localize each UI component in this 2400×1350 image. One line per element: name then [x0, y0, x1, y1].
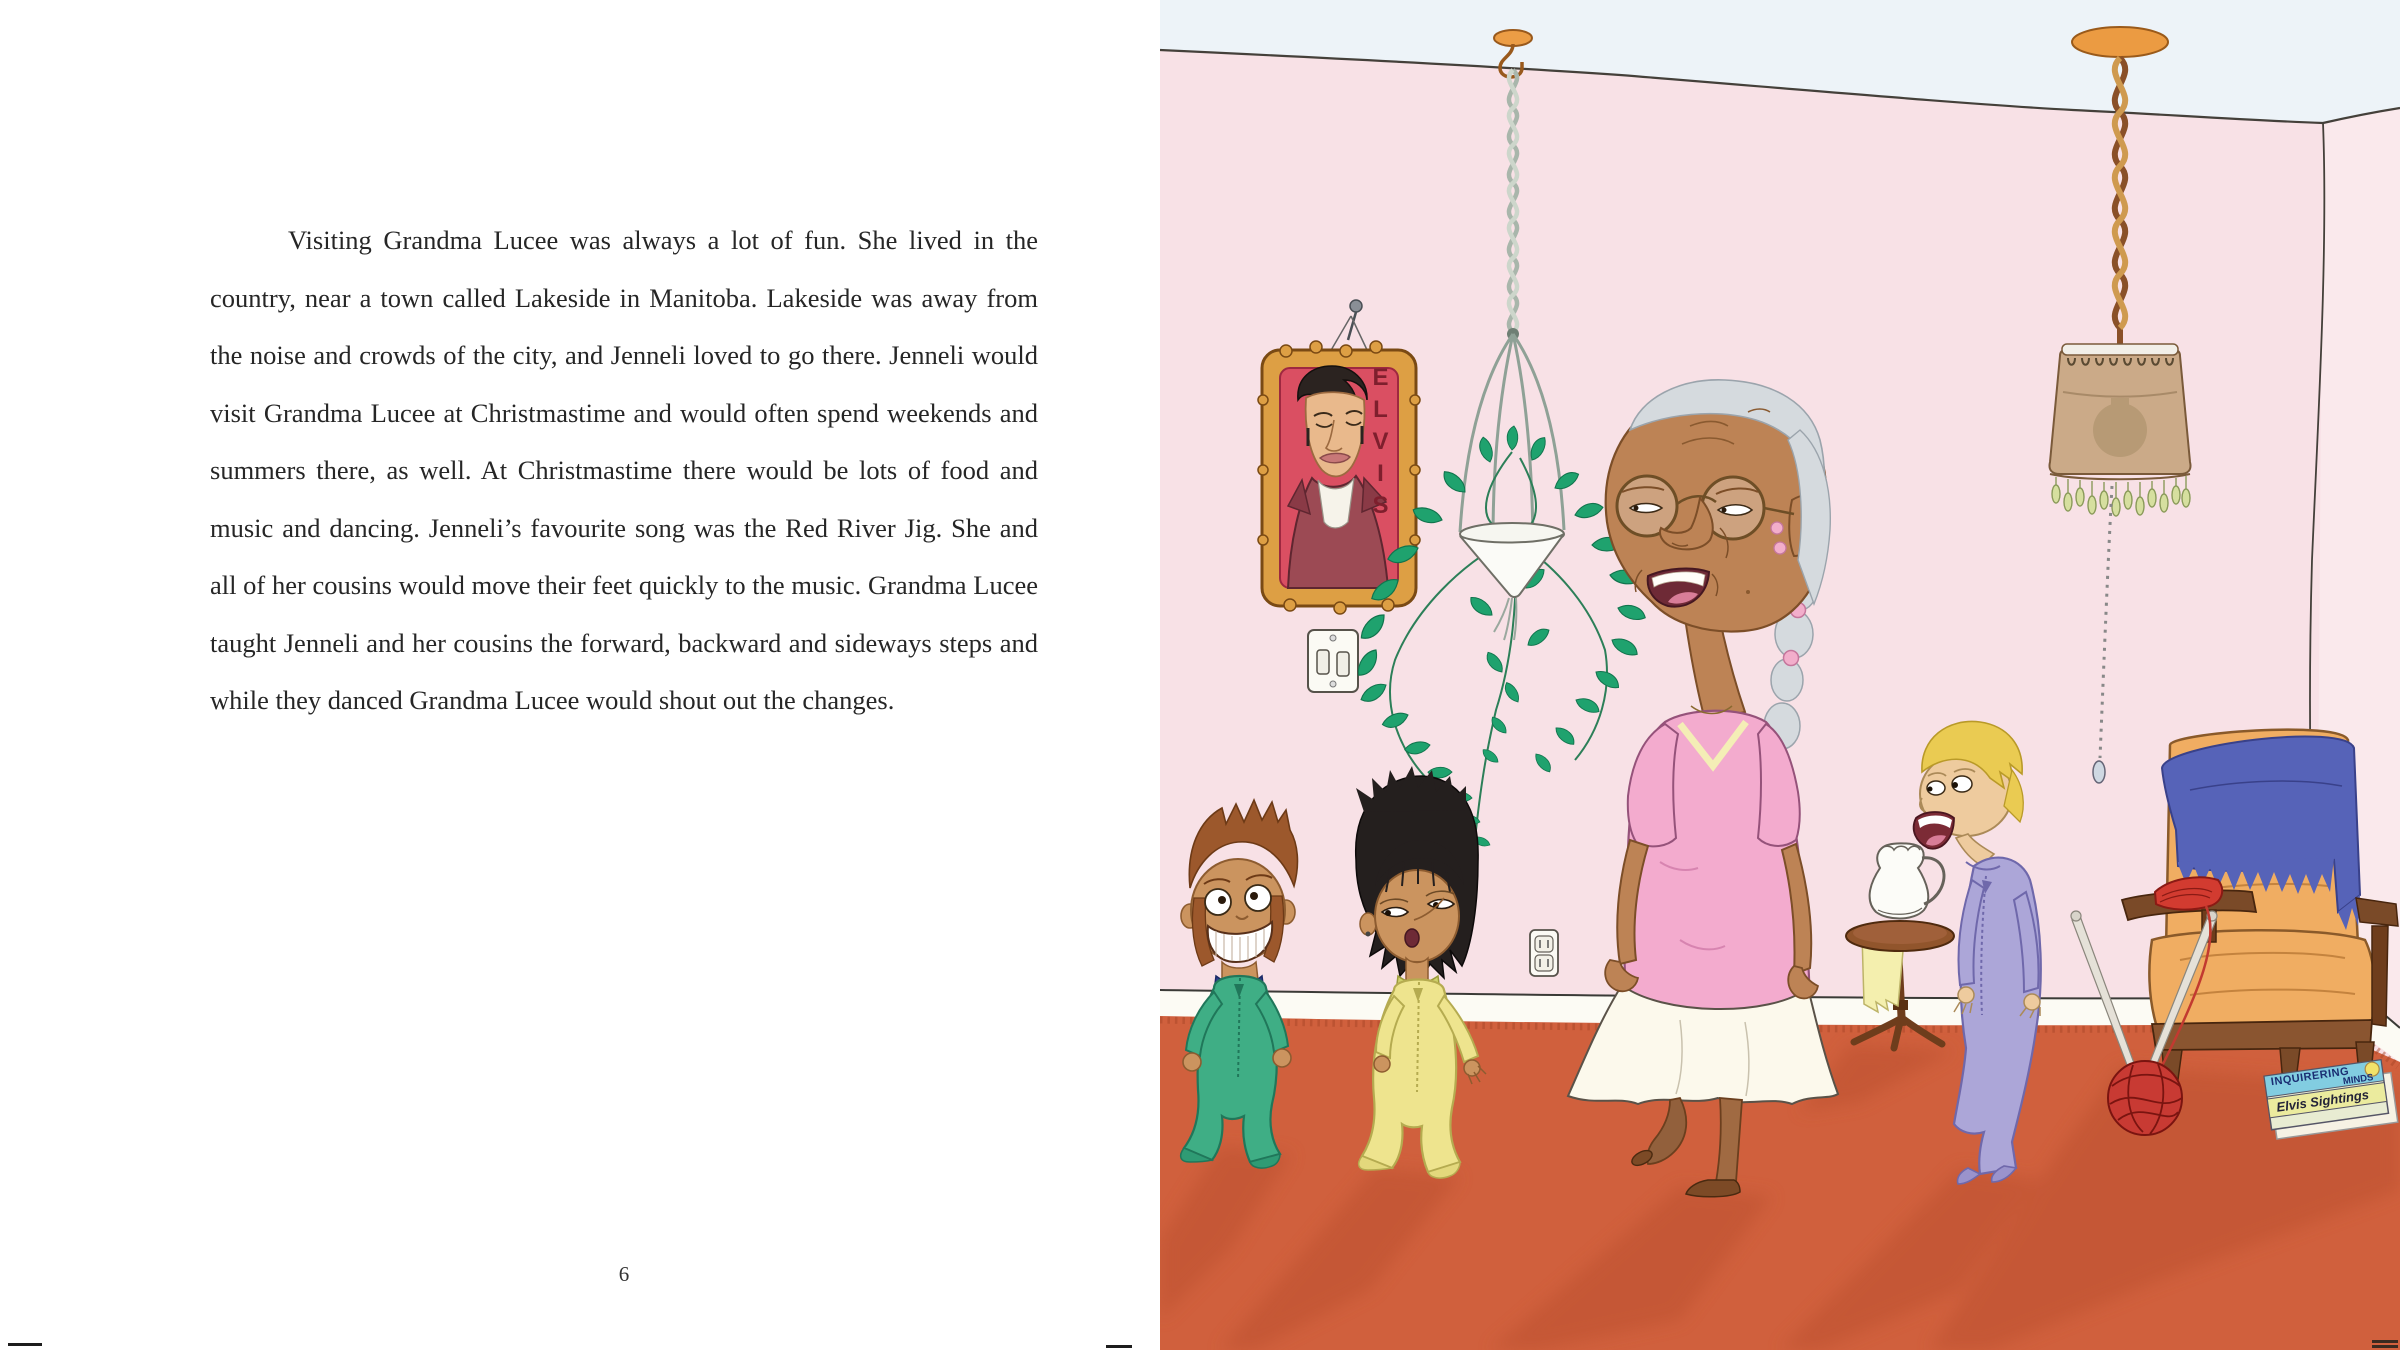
magazine-title-line1: INQUIRERING — [2270, 1065, 2350, 1089]
magazine-title-line2: MINDS — [2342, 1072, 2375, 1088]
page-number: 6 — [618, 1262, 630, 1286]
story-paragraph: Visiting Grandma Lucee was always a lot of fun. She lived in the country, near a town called Lakeside in Manitoba. Lakeside was away from the noise and crowds of the city, and Jenneli loved to go there. Jenneli would visit Grandma Lucee at Christmastime and would often spend weekends and summers there, as well. At Christmastime there would be lots of food and music and dancing. Jenneli’s favourite song was the Red River Jig. She and all of her cousins would move their feet quickly to the music. Grandma Lucee taught Jenneli and her cousins the forward, backward and sideways steps and while they danced Grandma Lucee would shout out the changes. — [210, 225, 1038, 715]
crop-mark — [2372, 1345, 2398, 1348]
elvis-portrait-label: ELVIS — [1367, 364, 1394, 524]
crop-mark — [1106, 1345, 1132, 1348]
magazine-headline: Elvis Sightings — [2275, 1086, 2370, 1115]
crop-mark — [2372, 1340, 2398, 1343]
crop-mark — [8, 1343, 42, 1346]
right-book-page-illustration — [1160, 0, 2400, 1350]
wall-outlet — [1530, 930, 1558, 976]
light-switch — [1308, 630, 1358, 692]
left-book-page — [0, 0, 1160, 1350]
